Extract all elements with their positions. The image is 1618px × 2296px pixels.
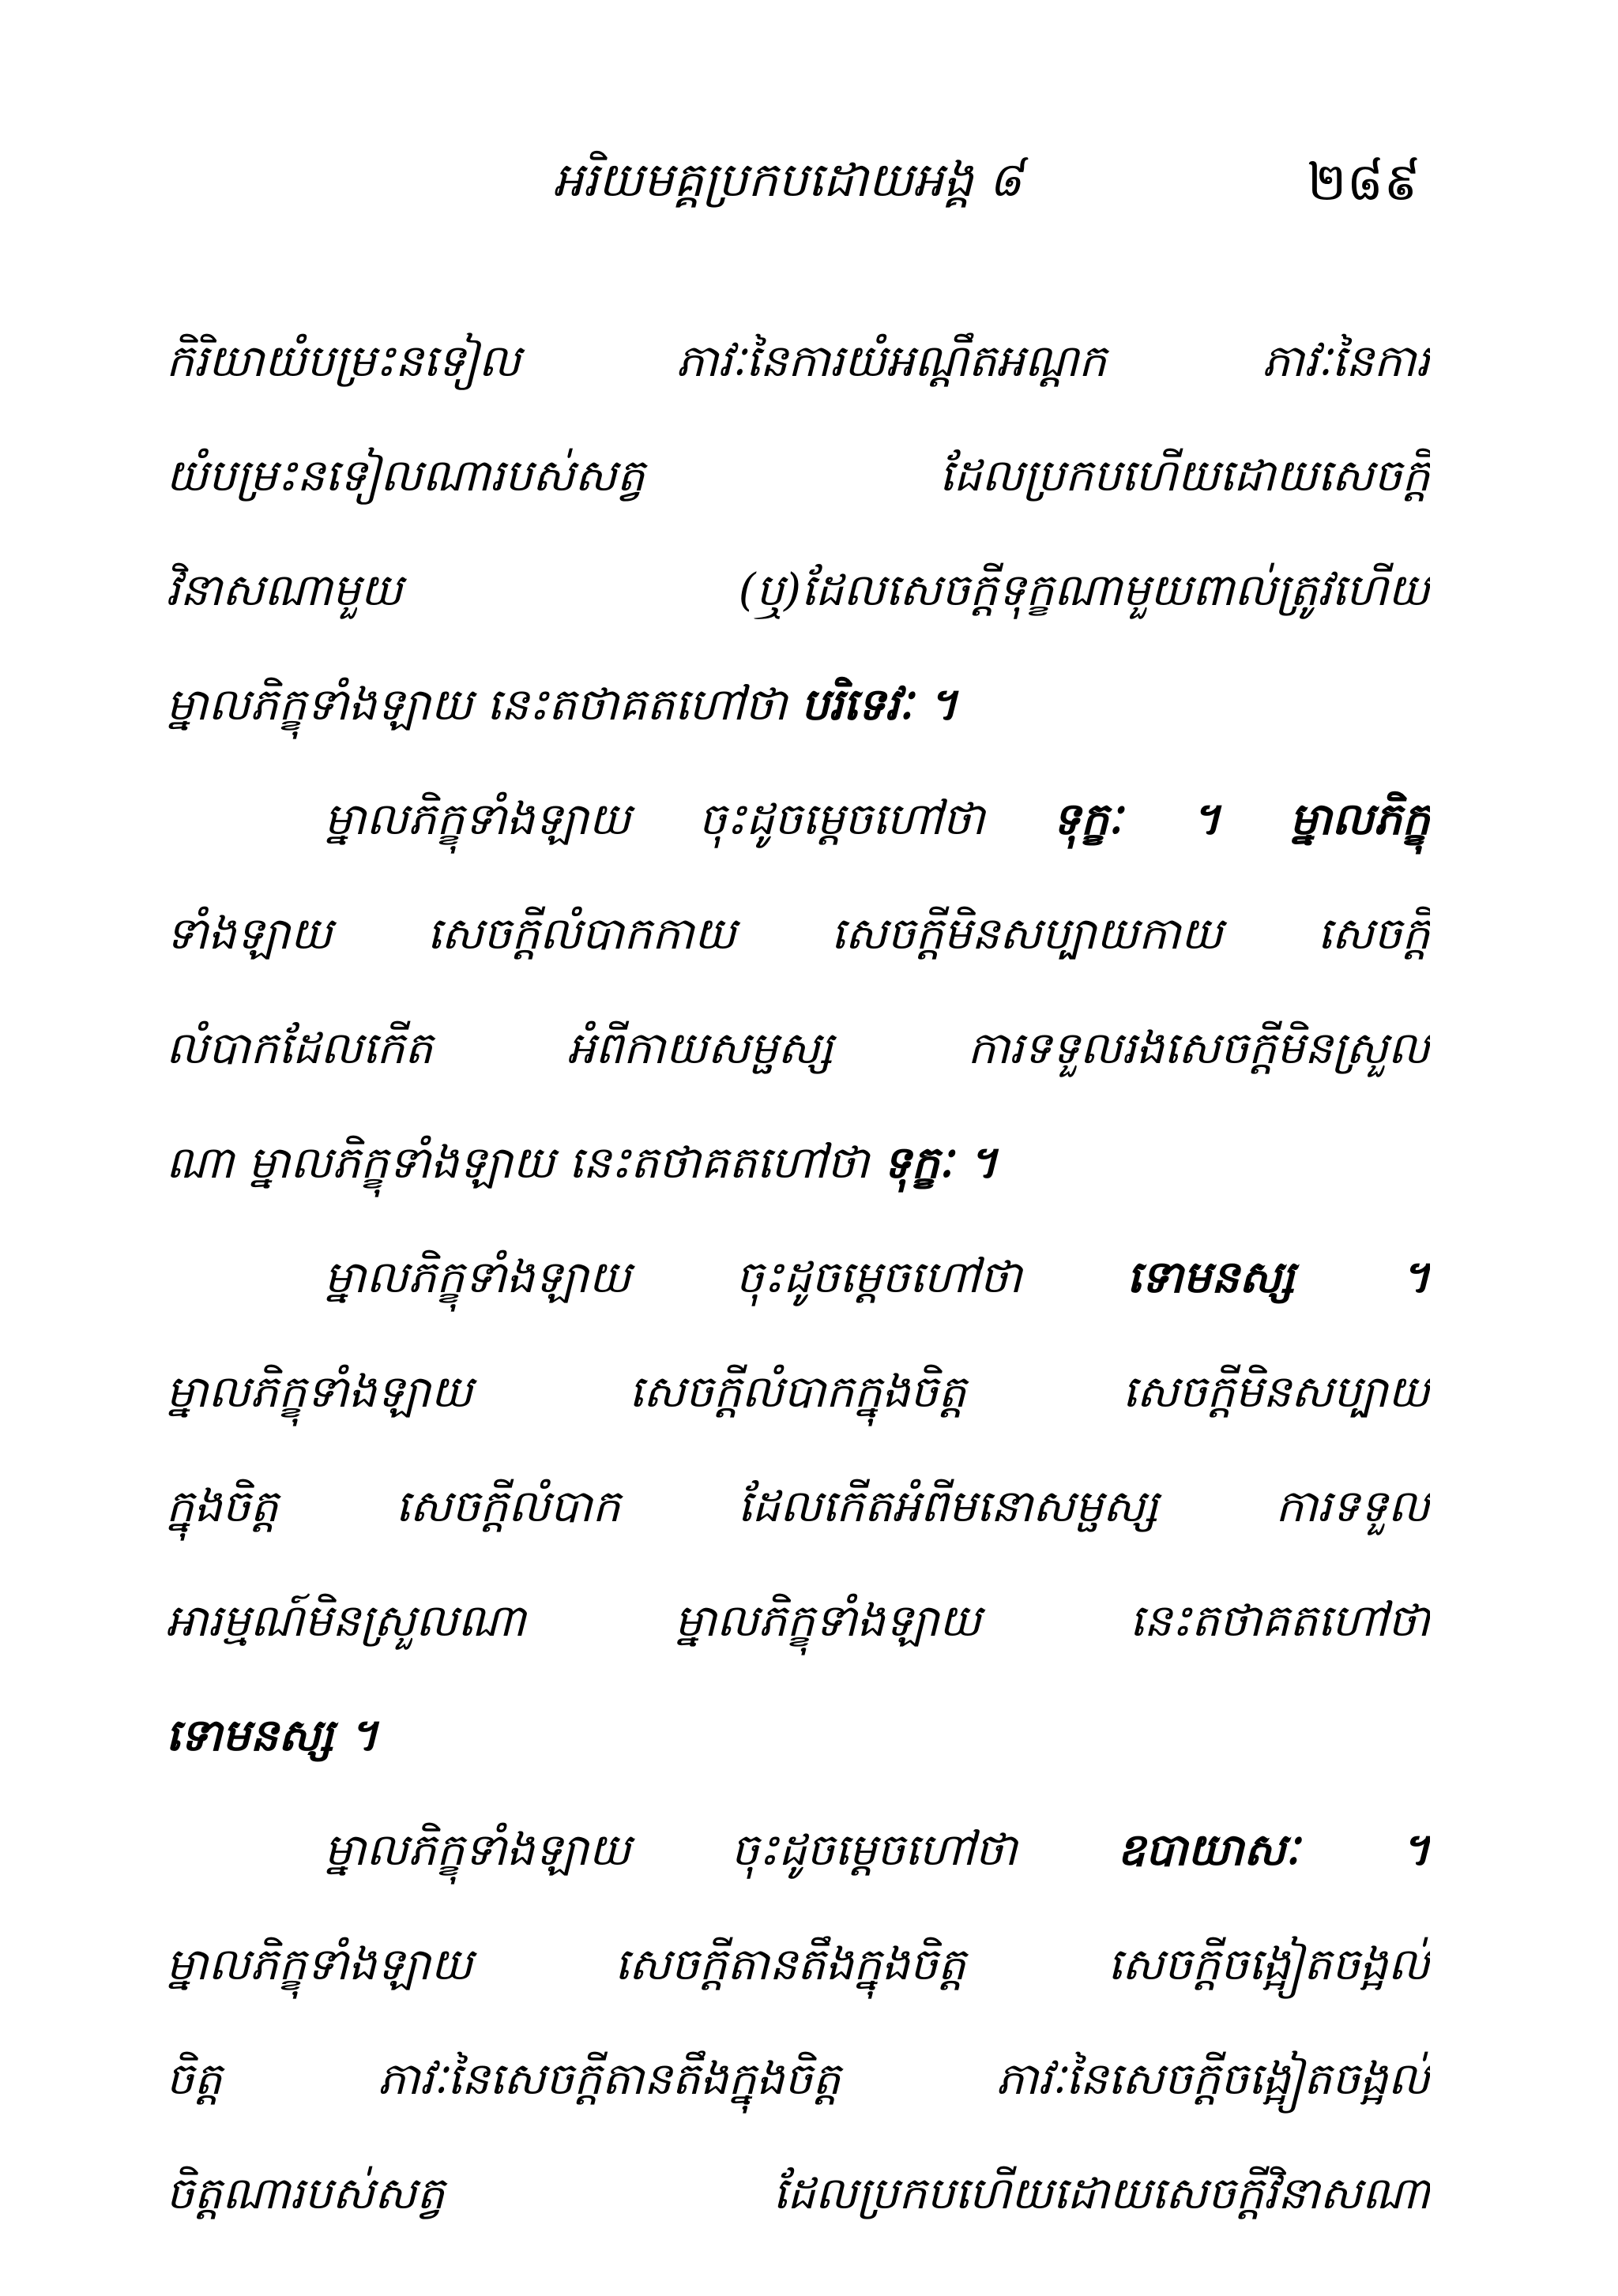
text-line [166, 1106, 1430, 1220]
text-line [166, 877, 1430, 991]
text-line [166, 648, 1430, 762]
text-line [166, 762, 1430, 877]
line-text: ម្នាលភិក្ខុទាំងឡាយ នេះតថាគតហៅថា [166, 679, 801, 731]
text-line [166, 304, 1430, 419]
running-header-title: អរិយមគ្គប្រកបដោយអង្គ ៨ [553, 152, 1022, 208]
text-line [166, 2136, 1430, 2251]
text-line [166, 1449, 1430, 1564]
line-text: កិរិយាយំបម្រះនទៀល ភាវៈនៃការយំអណ្ដឹតអណ្ដក ភាវៈនៃការ [166, 336, 1430, 387]
text-line [166, 2022, 1430, 2136]
line-text: ចិត្តណារបស់សត្វ ដែលប្រកបហើយដោយសេចក្ដីវិនាសណា [166, 2168, 1430, 2219]
line-text: អារម្មណ៍មិនស្រួលណា ម្នាលភិក្ខុទាំងឡាយ នេះតថាគតហៅថា [166, 1595, 1430, 1647]
line-text: ទាំងឡាយ សេចក្ដីលំបាកកាយ សេចក្ដីមិនសប្បាយកាយ សេចក្ដី [166, 908, 1430, 960]
text-line [166, 1564, 1430, 1678]
line-text: ម្នាលភិក្ខុទាំងឡាយ ចុះដូចម្ដេចហៅថា [324, 1824, 1118, 1876]
line-text: លំបាកដែលកើត អំពីកាយសម្ផស្ស ការទទួលរងសេចក្ដីមិនស្រួល [166, 1023, 1430, 1074]
text-line [166, 1793, 1430, 1907]
line-text: យំបម្រះនទៀលណារបស់សត្វ ដែលប្រកបហើយដោយសេចក្ដី [166, 450, 1430, 502]
text-line [166, 1220, 1430, 1335]
text-line [166, 1907, 1430, 2022]
bold-term: បរិទេវៈ ។ [800, 678, 958, 731]
text-line [166, 1335, 1430, 1449]
line-text: ម្នាលភិក្ខុទាំងឡាយ សេចក្ដីលំបាកក្នុងចិត្ត សេចក្ដីមិនសប្បាយ [166, 1366, 1430, 1418]
bold-term: ទុក្ខៈ ។ [882, 1137, 998, 1189]
bold-term: ទុក្ខៈ ។ ម្នាលភិក្ខុ [1052, 793, 1430, 845]
line-text: ម្នាលភិក្ខុទាំងឡាយ ចុះដូចម្ដេចហៅថា [324, 1252, 1127, 1303]
page-number: ២៨៩ [1307, 152, 1420, 212]
line-text: ចិត្ត ភាវៈនៃសេចក្ដីតានតឹងក្នុងចិត្ត ភាវៈនៃសេចក្ដីចង្អៀតចង្អល់ [166, 2054, 1430, 2105]
line-text: ក្នុងចិត្ត សេចក្ដីលំបាក ដែលកើតអំពីមនោសម្ផស្ស ការទទួល [166, 1481, 1430, 1532]
line-text: ណា ម្នាលភិក្ខុទាំងឡាយ នេះតថាគតហៅថា [166, 1137, 883, 1189]
text-line [166, 419, 1430, 533]
text-line [166, 991, 1430, 1106]
bold-term: ទោមនស្ស ។ [166, 1709, 378, 1761]
line-text: ម្នាលភិក្ខុទាំងឡាយ ចុះដូចម្ដេចហៅថា [324, 794, 1053, 845]
text-line [166, 1678, 1430, 1793]
body-text [166, 304, 1430, 2251]
bold-term: ឧបាយាសៈ ។ [1117, 1824, 1430, 1876]
bold-term: ទោមនស្ស ។ [1127, 1251, 1430, 1303]
text-line [166, 533, 1430, 648]
line-text: វិនាសណាមួយ (ឬ)ដែលសេចក្ដីទុក្ខណាមួយពាល់ត្រូវហើយ [166, 565, 1430, 616]
line-text: ម្នាលភិក្ខុទាំងឡាយ សេចក្ដីតានតឹងក្នុងចិត្ត សេចក្ដីចង្អៀតចង្អល់ [166, 1939, 1430, 1990]
